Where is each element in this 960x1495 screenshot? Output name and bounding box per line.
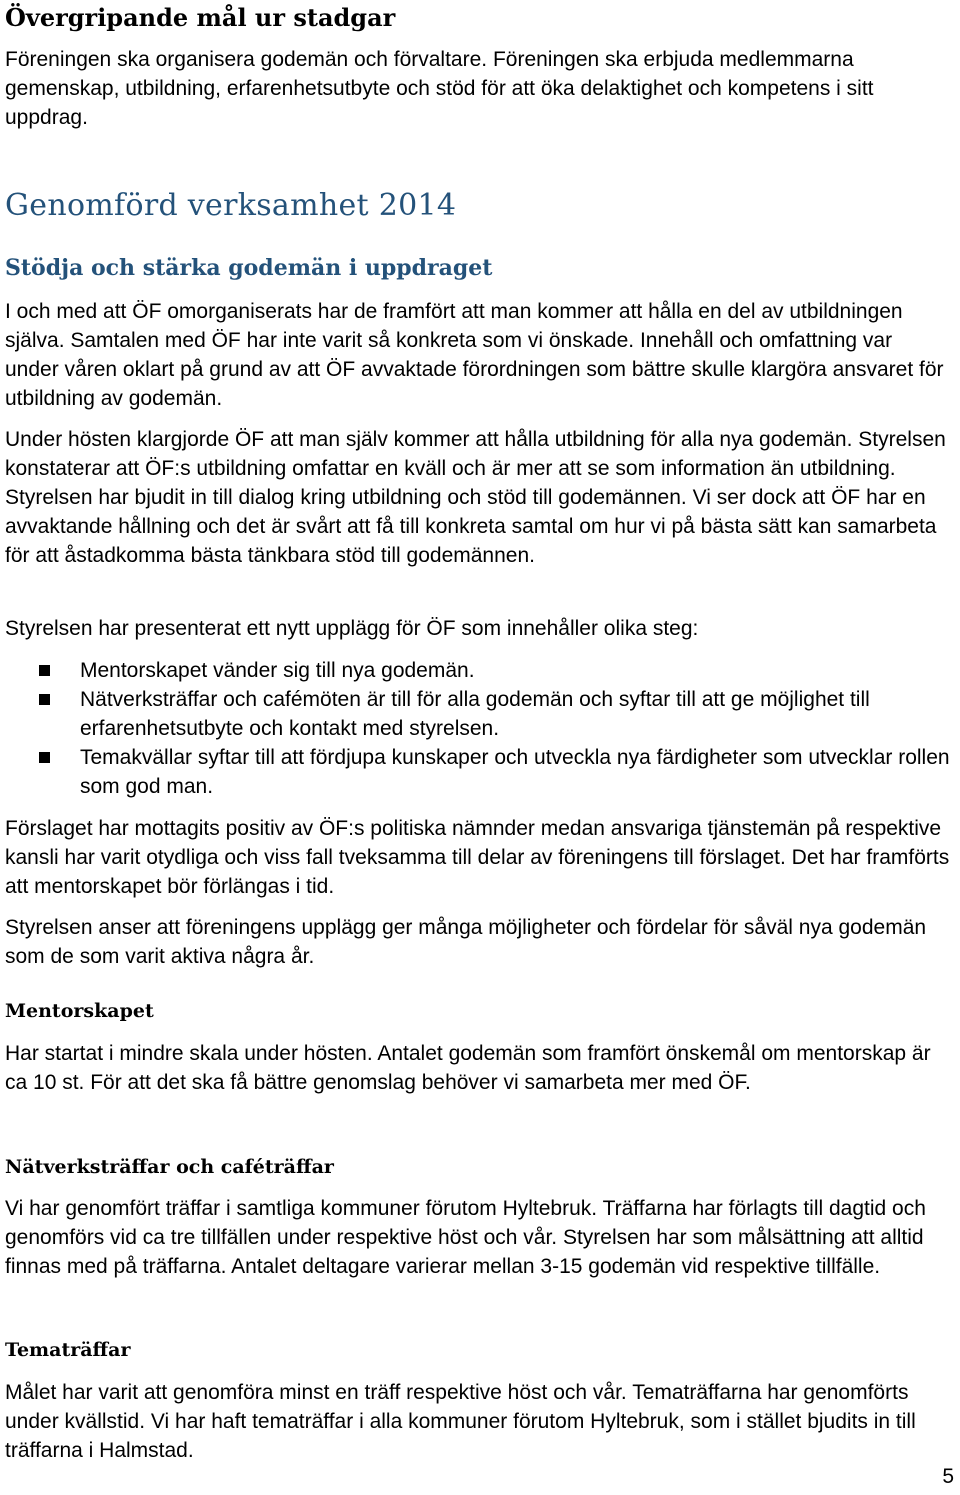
square-bullet-icon <box>39 665 50 676</box>
list-item-text: Mentorskapet vänder sig till nya godemän. <box>80 659 475 682</box>
goal-paragraph: Föreningen ska organisera godemän och förvaltare. Föreningen ska erbjuda medlemmarna gemenskap, utbildning, erfarenhetsutbyte och stöd för att öka delaktighet och kompetens i sitt uppdrag. <box>5 48 874 129</box>
paragraph-2: Under hösten klargjorde ÖF att man själv kommer att hålla utbildning för alla nya godemän. Styrelsen konstaterar att ÖF:s utbildning omfattar en kväll och är mer att se som information än utbildning. Styrelsen har bjudit in till dialog kring utbildning och stöd till godemännen. Vi ser dock att ÖF har en avvaktande hållning och det är svårt att få till konkreta samtal om hur vi på bästa sätt kan samarbeta för att åstadkomma bästa tänkbara stöd till godemännen. <box>5 428 946 567</box>
square-bullet-icon <box>39 752 50 763</box>
heading-theme: Tematräffar <box>5 1339 131 1361</box>
paragraph-5: Styrelsen anser att föreningens upplägg ger många möjligheter och fördelar för såväl nya godemän som de som varit aktiva några år. <box>5 916 927 968</box>
steps-list <box>5 656 950 801</box>
mentor-paragraph: Har startat i mindre skala under hösten. Antalet godemän som framfört önskemål om mentorskap är ca 10 st. För att det ska få bättre genomslag behöver vi samarbeta mer med ÖF. <box>5 1042 931 1094</box>
list-item <box>5 656 950 685</box>
heading-goal: Övergripande mål ur stadgar <box>5 3 396 32</box>
heading-sub: Stödja och stärka godemän i uppdraget <box>5 255 493 281</box>
theme-paragraph: Målet har varit att genomföra minst en träff respektive höst och vår. Tematräffarna har genomförts under kvällstid. Vi har haft tematräffar i alla kommuner förutom Hyltebruk, som i stället bjudits in till träffarna i Halmstad. <box>5 1381 916 1462</box>
square-bullet-icon <box>39 694 50 705</box>
list-item <box>5 685 950 743</box>
paragraph-3: Styrelsen har presenterat ett nytt upplägg för ÖF som innehåller olika steg: <box>5 617 699 640</box>
heading-mentor: Mentorskapet <box>5 1000 154 1022</box>
page-number: 5 <box>942 1465 954 1488</box>
heading-main: Genomförd verksamhet 2014 <box>5 188 457 223</box>
paragraph-4: Förslaget har mottagits positiv av ÖF:s politiska nämnder medan ansvariga tjänstemän på respektive kansli har varit otydliga och viss fall tveksamma till delar av föreningens till förslaget. Det har framförts att mentorskapet bör förlängas i tid. <box>5 817 950 898</box>
heading-network: Nätverksträffar och caféträffar <box>5 1156 334 1178</box>
network-paragraph: Vi har genomfört träffar i samtliga kommuner förutom Hyltebruk. Träffarna har förlagts till dagtid och genomförs vid ca tre tillfällen under respektive höst och vår. Styrelsen har som målsättning att alltid finnas med på träffarna. Antalet deltagare varierar mellan 3-15 godemän vid respektive tillfälle. <box>5 1197 926 1278</box>
list-item <box>5 743 950 801</box>
list-item-text: Nätverksträffar och cafémöten är till för alla godemän och syftar till att ge möjlighet till erfarenhetsutbyte och kontakt med styrelsen. <box>80 688 870 740</box>
list-item-text: Temakvällar syftar till att fördjupa kunskaper och utveckla nya färdigheter som utvecklar rollen som god man. <box>80 746 950 798</box>
paragraph-1: I och med att ÖF omorganiserats har de framfört att man kommer att hålla en del av utbildningen själva. Samtalen med ÖF har inte varit så konkreta som vi önskade. Innehåll och omfattning var under våren oklart på grund av att ÖF avvaktade förordningen som bättre skulle klargöra ansvaret för utbildning av godemän. <box>5 300 944 410</box>
